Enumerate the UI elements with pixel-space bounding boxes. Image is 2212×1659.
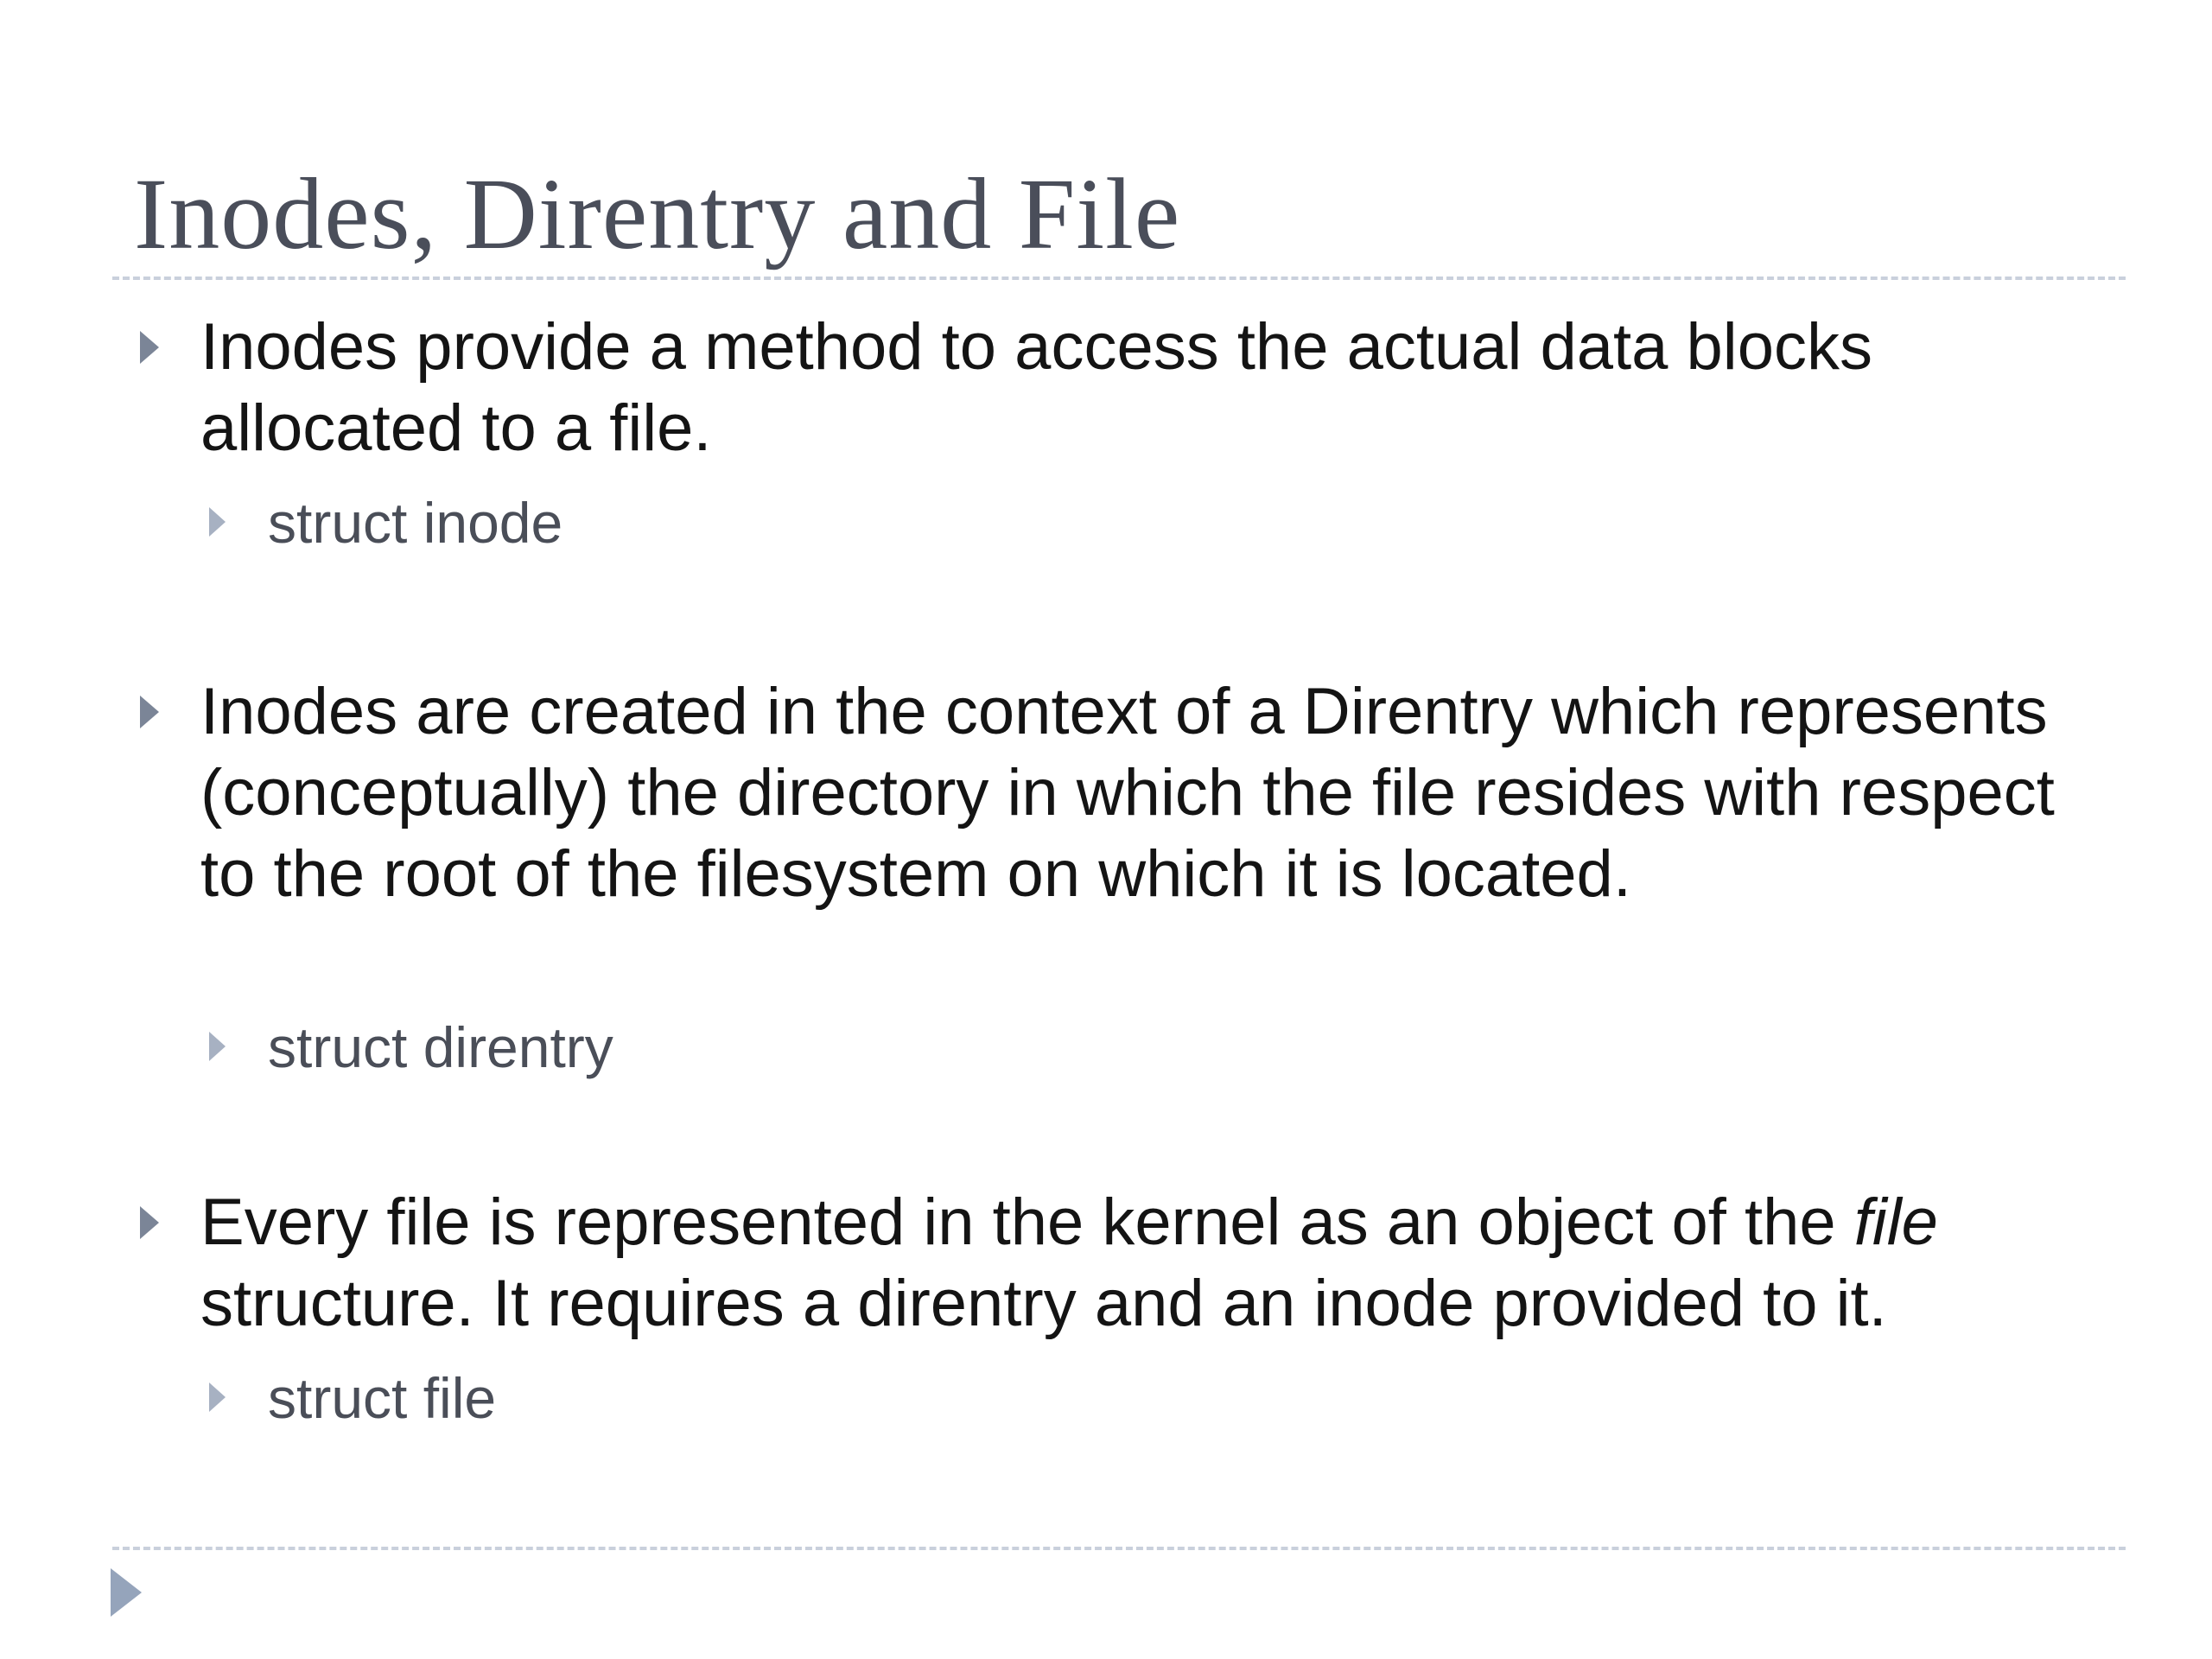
triangle-bullet-icon (209, 1382, 226, 1412)
footer-divider (112, 1547, 2126, 1550)
next-slide-arrow-icon[interactable] (111, 1568, 142, 1617)
sub-bullet-struct-inode (268, 488, 563, 557)
bullet-direntry (200, 671, 2084, 915)
title-divider (112, 276, 2126, 280)
sub-bullet-text: struct direntry (268, 1015, 613, 1079)
triangle-bullet-icon (209, 1032, 226, 1061)
sub-bullet-text: struct file (268, 1366, 497, 1430)
triangle-bullet-icon (140, 696, 159, 728)
sub-bullet-struct-direntry (268, 1013, 613, 1082)
sub-bullet-struct-file (268, 1363, 496, 1433)
slide-title: Inodes, Direntry and File (134, 157, 1181, 270)
bullet-inodes (200, 307, 2084, 469)
triangle-bullet-icon (209, 507, 226, 537)
triangle-bullet-icon (140, 1206, 159, 1239)
triangle-bullet-icon (140, 331, 159, 364)
bullet-text: Inodes provide a method to access the actual data blocks allocated to a file. (200, 310, 1872, 465)
bullet-text-end: structure. It requires a direntry and an inode provided to it. (200, 1267, 1887, 1340)
bullet-text-emphasis: file (1853, 1185, 1938, 1259)
sub-bullet-text: struct inode (268, 491, 563, 555)
bullet-text-start: Every file is represented in the kernel as an object of the (200, 1185, 1854, 1259)
bullet-file (200, 1182, 2084, 1344)
bullet-text: Inodes are created in the context of a Direntry which represents (conceptually) the directory in which the file resides with respect to the root of the filesystem on which it is located. (200, 675, 2055, 911)
